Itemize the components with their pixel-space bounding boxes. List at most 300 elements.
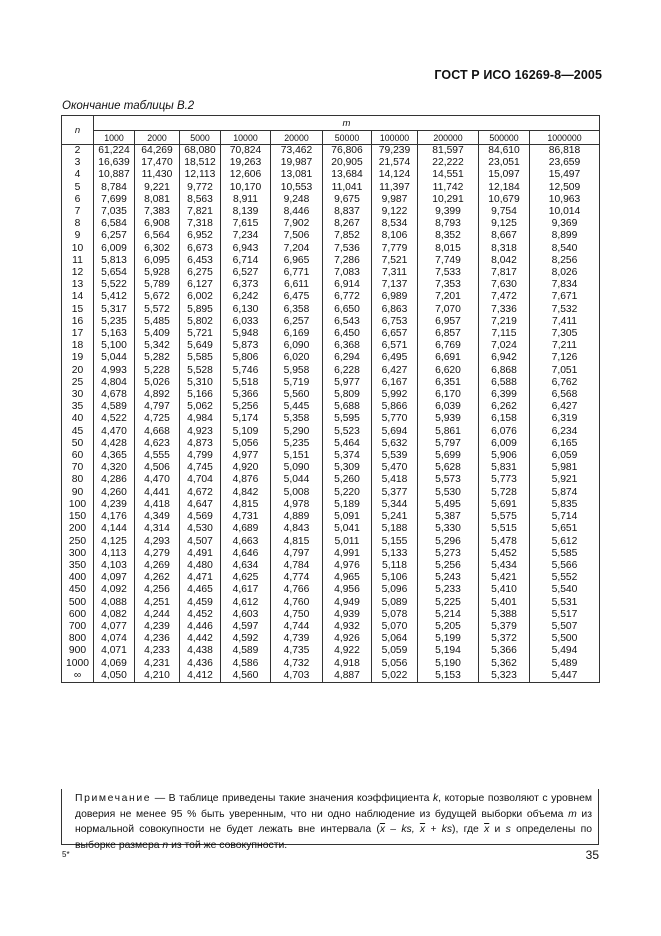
row-n-cell: 12 xyxy=(62,267,94,279)
table-cell: 4,815 xyxy=(271,536,323,548)
table-cell: 9,987 xyxy=(372,194,418,206)
table-cell: 4,617 xyxy=(221,584,271,596)
table-cell: 4,471 xyxy=(180,572,221,584)
table-cell: 6,475 xyxy=(271,291,323,303)
table-cell: 4,262 xyxy=(135,572,180,584)
table-cell: 4,920 xyxy=(221,462,271,474)
table-cell: 5,699 xyxy=(418,450,479,462)
table-cell: 15,097 xyxy=(479,169,530,181)
note-label: Примечание xyxy=(75,793,152,804)
table-cell: 7,506 xyxy=(271,230,323,242)
table-cell: 6,009 xyxy=(94,243,135,255)
table-cell: 7,779 xyxy=(372,243,418,255)
table-row xyxy=(62,597,600,609)
table-cell: 5,273 xyxy=(418,548,479,560)
table-cell: 4,797 xyxy=(135,401,180,413)
table-cell: 5,517 xyxy=(530,609,600,621)
table-cell: 5,044 xyxy=(94,352,135,364)
row-n-cell: 3 xyxy=(62,157,94,169)
table-cell: 8,540 xyxy=(530,243,600,255)
table-cell: 6,228 xyxy=(323,365,372,377)
table-cell: 5,366 xyxy=(221,389,271,401)
table-cell: 5,495 xyxy=(418,499,479,511)
table-cell: 4,612 xyxy=(221,597,271,609)
table-row xyxy=(62,511,600,523)
table-cell: 10,553 xyxy=(271,182,323,194)
table-cell: 5,235 xyxy=(94,316,135,328)
table-cell: 4,092 xyxy=(94,584,135,596)
table-cell: 6,611 xyxy=(271,279,323,291)
table-cell: 8,793 xyxy=(418,218,479,230)
row-n-cell: 4 xyxy=(62,169,94,181)
column-header: 5000 xyxy=(180,131,221,145)
table-cell: 6,957 xyxy=(418,316,479,328)
table-cell: 4,522 xyxy=(94,413,135,425)
table-cell: 6,691 xyxy=(418,352,479,364)
table-cell: 5,133 xyxy=(372,548,418,560)
table-cell: 8,267 xyxy=(323,218,372,230)
table-cell: 5,464 xyxy=(323,438,372,450)
table-cell: 6,650 xyxy=(323,304,372,316)
table-cell: 6,673 xyxy=(180,243,221,255)
table-cell: 6,453 xyxy=(180,255,221,267)
table-cell: 5,539 xyxy=(372,450,418,462)
table-cell: 7,219 xyxy=(479,316,530,328)
table-cell: 7,533 xyxy=(418,267,479,279)
table-cell: 5,344 xyxy=(372,499,418,511)
table-cell: 21,574 xyxy=(372,157,418,169)
table-cell: 5,649 xyxy=(180,340,221,352)
table-row xyxy=(62,633,600,645)
table-cell: 4,239 xyxy=(94,499,135,511)
table-cell: 7,852 xyxy=(323,230,372,242)
table-cell: 5,377 xyxy=(372,487,418,499)
table-row xyxy=(62,340,600,352)
table-cell: 5,091 xyxy=(323,511,372,523)
table-cell: 5,310 xyxy=(180,377,221,389)
table-cell: 5,566 xyxy=(530,560,600,572)
table-cell: 5,153 xyxy=(418,670,479,683)
table-cell: 4,766 xyxy=(271,584,323,596)
table-cell: 7,536 xyxy=(323,243,372,255)
table-cell: 4,647 xyxy=(180,499,221,511)
table-cell: 14,551 xyxy=(418,169,479,181)
table-cell: 4,732 xyxy=(271,658,323,670)
table-cell: 19,263 xyxy=(221,157,271,169)
table-cell: 9,125 xyxy=(479,218,530,230)
table-row xyxy=(62,401,600,413)
table-cell: 5,694 xyxy=(372,426,418,438)
table-cell: 9,248 xyxy=(271,194,323,206)
table-cell: 84,610 xyxy=(479,145,530,158)
table-cell: 12,113 xyxy=(180,169,221,181)
table-cell: 4,815 xyxy=(221,499,271,511)
table-cell: 4,113 xyxy=(94,548,135,560)
table-cell: 5,992 xyxy=(372,389,418,401)
table-cell: 5,151 xyxy=(271,450,323,462)
table-cell: 5,628 xyxy=(418,462,479,474)
table-row xyxy=(62,182,600,194)
table-cell: 6,588 xyxy=(479,377,530,389)
table-cell: 4,438 xyxy=(180,645,221,657)
table-cell: 5,106 xyxy=(372,572,418,584)
n-header: n xyxy=(62,116,94,145)
table-cell: 6,965 xyxy=(271,255,323,267)
table-cell: 5,241 xyxy=(372,511,418,523)
table-cell: 5,256 xyxy=(418,560,479,572)
row-n-cell: 6 xyxy=(62,194,94,206)
table-cell: 13,684 xyxy=(323,169,372,181)
table-cell: 6,158 xyxy=(479,413,530,425)
table-cell: 4,459 xyxy=(180,597,221,609)
table-cell: 4,560 xyxy=(221,670,271,683)
row-n-cell: 13 xyxy=(62,279,94,291)
column-header: 1000000 xyxy=(530,131,600,145)
table-cell: 6,257 xyxy=(94,230,135,242)
table-cell: 4,965 xyxy=(323,572,372,584)
table-cell: 5,008 xyxy=(271,487,323,499)
table-cell: 12,184 xyxy=(479,182,530,194)
table-cell: 4,586 xyxy=(221,658,271,670)
table-cell: 8,106 xyxy=(372,230,418,242)
table-cell: 6,257 xyxy=(271,316,323,328)
table-cell: 6,753 xyxy=(372,316,418,328)
column-header: 100000 xyxy=(372,131,418,145)
table-cell: 4,279 xyxy=(135,548,180,560)
table-cell: 8,015 xyxy=(418,243,479,255)
table-cell: 9,772 xyxy=(180,182,221,194)
table-cell: 20,905 xyxy=(323,157,372,169)
table-cell: 4,269 xyxy=(135,560,180,572)
table-row xyxy=(62,218,600,230)
row-n-cell: 80 xyxy=(62,474,94,486)
table-cell: 4,125 xyxy=(94,536,135,548)
row-n-cell: 35 xyxy=(62,401,94,413)
table-cell: 5,806 xyxy=(221,352,271,364)
table-cell: 23,659 xyxy=(530,157,600,169)
table-cell: 5,478 xyxy=(479,536,530,548)
table-cell: 86,818 xyxy=(530,145,600,158)
table-row xyxy=(62,316,600,328)
table-cell: 4,892 xyxy=(135,389,180,401)
table-row xyxy=(62,267,600,279)
table-cell: 5,228 xyxy=(135,365,180,377)
table-row xyxy=(62,572,600,584)
table-row xyxy=(62,560,600,572)
table-cell: 5,323 xyxy=(479,670,530,683)
table-cell: 6,914 xyxy=(323,279,372,291)
table-cell: 6,657 xyxy=(372,328,418,340)
table-cell: 4,745 xyxy=(180,462,221,474)
table-cell: 12,606 xyxy=(221,169,271,181)
table-cell: 5,189 xyxy=(323,499,372,511)
table-cell: 5,651 xyxy=(530,523,600,535)
table-cell: 7,383 xyxy=(135,206,180,218)
table-cell: 5,528 xyxy=(180,365,221,377)
table-cell: 6,358 xyxy=(271,304,323,316)
table-cell: 6,351 xyxy=(418,377,479,389)
table-cell: 4,799 xyxy=(180,450,221,462)
table-cell: 4,634 xyxy=(221,560,271,572)
table-cell: 5,434 xyxy=(479,560,530,572)
table-cell: 5,470 xyxy=(372,462,418,474)
table-cell: 5,372 xyxy=(479,633,530,645)
table-cell: 5,632 xyxy=(372,438,418,450)
table-cell: 6,020 xyxy=(271,352,323,364)
table-cell: 23,051 xyxy=(479,157,530,169)
table-cell: 4,784 xyxy=(271,560,323,572)
table-cell: 7,305 xyxy=(530,328,600,340)
row-n-cell: 9 xyxy=(62,230,94,242)
table-cell: 4,555 xyxy=(135,450,180,462)
table-row xyxy=(62,291,600,303)
table-cell: 76,806 xyxy=(323,145,372,158)
table-cell: 4,703 xyxy=(271,670,323,683)
row-n-cell: 60 xyxy=(62,450,94,462)
row-n-cell: 11 xyxy=(62,255,94,267)
table-row xyxy=(62,621,600,633)
table-cell: 4,993 xyxy=(94,365,135,377)
table-row xyxy=(62,523,600,535)
table-cell: 5,507 xyxy=(530,621,600,633)
table-cell: 5,260 xyxy=(323,474,372,486)
coefficient-table xyxy=(61,115,600,683)
table-row xyxy=(62,194,600,206)
table-cell: 70,824 xyxy=(221,145,271,158)
table-cell: 5,531 xyxy=(530,597,600,609)
table-cell: 5,412 xyxy=(94,291,135,303)
table-cell: 5,654 xyxy=(94,267,135,279)
table-cell: 6,319 xyxy=(530,413,600,425)
table-cell: 4,530 xyxy=(180,523,221,535)
table-cell: 6,943 xyxy=(221,243,271,255)
table-cell: 10,887 xyxy=(94,169,135,181)
table-cell: 5,078 xyxy=(372,609,418,621)
table-cell: 9,754 xyxy=(479,206,530,218)
table-cell: 4,889 xyxy=(271,511,323,523)
table-cell: 7,671 xyxy=(530,291,600,303)
table-cell: 4,507 xyxy=(180,536,221,548)
table-cell: 6,769 xyxy=(418,340,479,352)
table-cell: 5,109 xyxy=(221,426,271,438)
table-cell: 5,282 xyxy=(135,352,180,364)
row-n-cell: 2 xyxy=(62,145,94,158)
table-cell: 4,569 xyxy=(180,511,221,523)
table-cell: 4,668 xyxy=(135,426,180,438)
table-cell: 6,952 xyxy=(180,230,221,242)
table-cell: 4,082 xyxy=(94,609,135,621)
table-row xyxy=(62,365,600,377)
table-row xyxy=(62,389,600,401)
table-cell: 5,746 xyxy=(221,365,271,377)
table-cell: 4,984 xyxy=(180,413,221,425)
table-cell: 8,352 xyxy=(418,230,479,242)
table-cell: 7,083 xyxy=(323,267,372,279)
table-row xyxy=(62,145,600,158)
table-cell: 5,409 xyxy=(135,328,180,340)
table-cell: 11,430 xyxy=(135,169,180,181)
table-row xyxy=(62,328,600,340)
table-cell: 5,410 xyxy=(479,584,530,596)
table-cell: 5,374 xyxy=(323,450,372,462)
table-cell: 7,204 xyxy=(271,243,323,255)
table-cell: 4,320 xyxy=(94,462,135,474)
table-cell: 5,089 xyxy=(372,597,418,609)
table-cell: 6,234 xyxy=(530,426,600,438)
table-cell: 8,081 xyxy=(135,194,180,206)
table-cell: 4,071 xyxy=(94,645,135,657)
table-cell: 5,485 xyxy=(135,316,180,328)
table-cell: 5,445 xyxy=(271,401,323,413)
table-cell: 6,242 xyxy=(221,291,271,303)
table-cell: 5,290 xyxy=(271,426,323,438)
table-cell: 4,286 xyxy=(94,474,135,486)
table-cell: 4,739 xyxy=(271,633,323,645)
row-n-cell: 40 xyxy=(62,413,94,425)
table-cell: 5,522 xyxy=(94,279,135,291)
table-cell: 5,330 xyxy=(418,523,479,535)
table-cell: 6,033 xyxy=(221,316,271,328)
column-header: 1000 xyxy=(94,131,135,145)
table-cell: 5,022 xyxy=(372,670,418,683)
table-cell: 7,311 xyxy=(372,267,418,279)
table-cell: 5,044 xyxy=(271,474,323,486)
table-cell: 4,231 xyxy=(135,658,180,670)
table-row xyxy=(62,499,600,511)
row-n-cell: 600 xyxy=(62,609,94,621)
table-cell: 6,527 xyxy=(221,267,271,279)
table-cell: 4,365 xyxy=(94,450,135,462)
table-cell: 4,244 xyxy=(135,609,180,621)
row-n-cell: 70 xyxy=(62,462,94,474)
table-cell: 5,489 xyxy=(530,658,600,670)
table-cell: 5,452 xyxy=(479,548,530,560)
table-row xyxy=(62,157,600,169)
table-cell: 22,222 xyxy=(418,157,479,169)
table-cell: 6,857 xyxy=(418,328,479,340)
page-number: 35 xyxy=(585,848,599,862)
table-cell: 6,002 xyxy=(180,291,221,303)
table-cell: 8,026 xyxy=(530,267,600,279)
table-cell: 81,597 xyxy=(418,145,479,158)
table-cell: 6,564 xyxy=(135,230,180,242)
table-cell: 4,991 xyxy=(323,548,372,560)
document-id: ГОСТ Р ИСО 16269-8—2005 xyxy=(434,68,602,82)
table-cell: 7,353 xyxy=(418,279,479,291)
row-n-cell: 19 xyxy=(62,352,94,364)
table-cell: 5,256 xyxy=(221,401,271,413)
table-cell: 4,428 xyxy=(94,438,135,450)
table-cell: 5,421 xyxy=(479,572,530,584)
table-row xyxy=(62,243,600,255)
table-cell: 5,948 xyxy=(221,328,271,340)
table-cell: 6,427 xyxy=(530,401,600,413)
table-cell: 5,418 xyxy=(372,474,418,486)
table-cell: 6,095 xyxy=(135,255,180,267)
table-cell: 4,922 xyxy=(323,645,372,657)
table-row xyxy=(62,352,600,364)
table-cell: 4,744 xyxy=(271,621,323,633)
table-cell: 5,523 xyxy=(323,426,372,438)
table-cell: 5,809 xyxy=(323,389,372,401)
row-n-cell: 90 xyxy=(62,487,94,499)
table-cell: 6,450 xyxy=(323,328,372,340)
table-cell: 8,837 xyxy=(323,206,372,218)
row-n-cell: 25 xyxy=(62,377,94,389)
table-cell: 4,314 xyxy=(135,523,180,535)
table-cell: 4,804 xyxy=(94,377,135,389)
table-cell: 5,728 xyxy=(479,487,530,499)
table-cell: 6,275 xyxy=(180,267,221,279)
table-cell: 6,427 xyxy=(372,365,418,377)
table-cell: 7,699 xyxy=(94,194,135,206)
table-row xyxy=(62,609,600,621)
table-cell: 4,074 xyxy=(94,633,135,645)
table-cell: 7,749 xyxy=(418,255,479,267)
table-cell: 4,949 xyxy=(323,597,372,609)
table-cell: 4,349 xyxy=(135,511,180,523)
table-row xyxy=(62,413,600,425)
table-cell: 64,269 xyxy=(135,145,180,158)
column-header: 500000 xyxy=(479,131,530,145)
table-cell: 5,214 xyxy=(418,609,479,621)
table-cell: 4,210 xyxy=(135,670,180,683)
m-header: m xyxy=(94,116,600,131)
table-row xyxy=(62,279,600,291)
table-cell: 19,987 xyxy=(271,157,323,169)
table-cell: 8,784 xyxy=(94,182,135,194)
table-cell: 5,190 xyxy=(418,658,479,670)
table-cell: 5,560 xyxy=(271,389,323,401)
table-cell: 5,672 xyxy=(135,291,180,303)
row-n-cell: ∞ xyxy=(62,670,94,683)
table-cell: 10,291 xyxy=(418,194,479,206)
table-cell: 15,497 xyxy=(530,169,600,181)
table-cell: 5,895 xyxy=(180,304,221,316)
table-cell: 4,625 xyxy=(221,572,271,584)
row-n-cell: 18 xyxy=(62,340,94,352)
table-cell: 4,470 xyxy=(94,426,135,438)
table-cell: 6,039 xyxy=(418,401,479,413)
table-cell: 4,597 xyxy=(221,621,271,633)
table-row xyxy=(62,426,600,438)
table-cell: 7,286 xyxy=(323,255,372,267)
table-row xyxy=(62,658,600,670)
table-cell: 7,817 xyxy=(479,267,530,279)
table-cell: 5,070 xyxy=(372,621,418,633)
table-cell: 4,260 xyxy=(94,487,135,499)
table-cell: 5,573 xyxy=(418,474,479,486)
table-cell: 4,842 xyxy=(221,487,271,499)
table-cell: 5,342 xyxy=(135,340,180,352)
table-cell: 7,472 xyxy=(479,291,530,303)
table-cell: 6,009 xyxy=(479,438,530,450)
table-cell: 5,802 xyxy=(180,316,221,328)
table-cell: 5,719 xyxy=(271,377,323,389)
row-n-cell: 200 xyxy=(62,523,94,535)
table-row xyxy=(62,487,600,499)
table-cell: 5,874 xyxy=(530,487,600,499)
table-cell: 68,080 xyxy=(180,145,221,158)
row-n-cell: 900 xyxy=(62,645,94,657)
table-cell: 4,797 xyxy=(271,548,323,560)
table-cell: 7,336 xyxy=(479,304,530,316)
table-cell: 5,379 xyxy=(479,621,530,633)
table-cell: 4,412 xyxy=(180,670,221,683)
table-cell: 4,144 xyxy=(94,523,135,535)
table-cell: 4,926 xyxy=(323,633,372,645)
table-cell: 4,506 xyxy=(135,462,180,474)
